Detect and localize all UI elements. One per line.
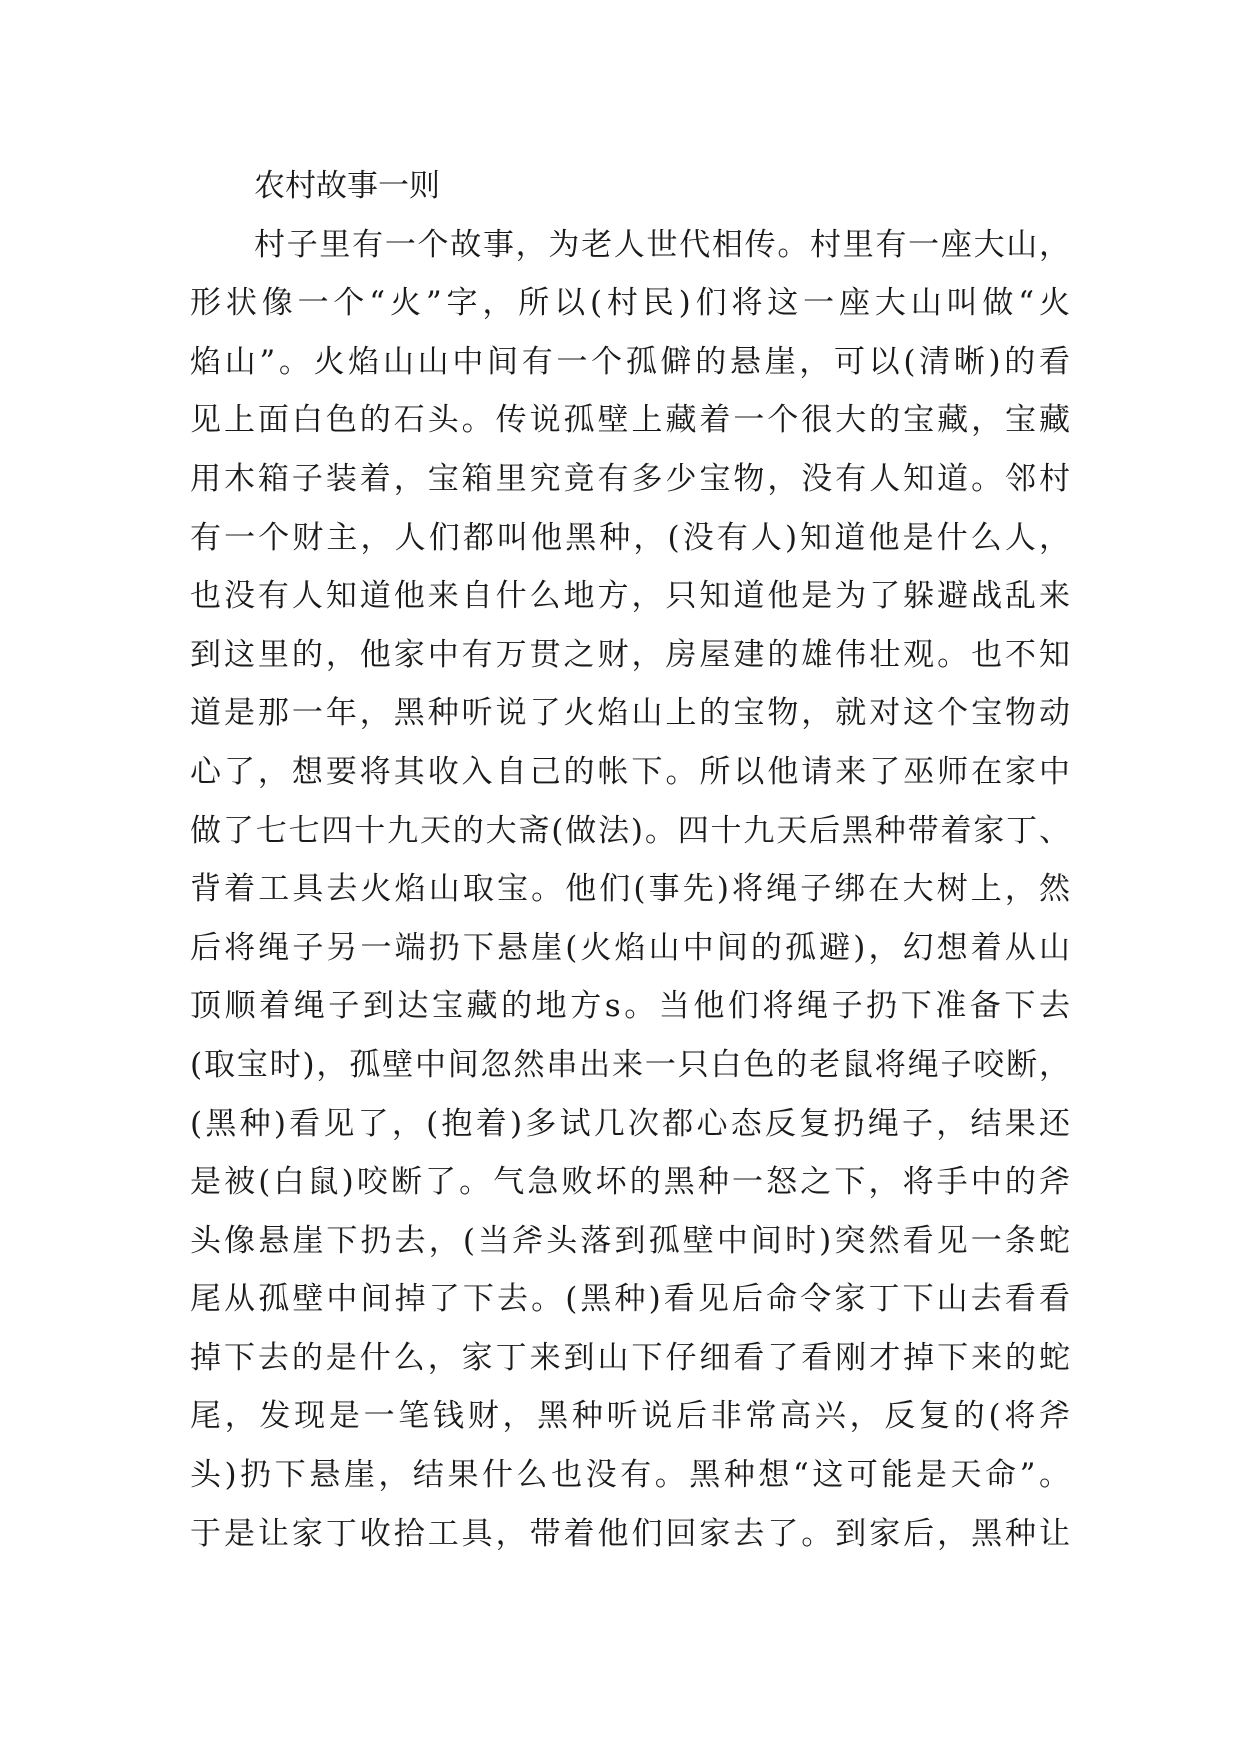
- text-line: 见上面白色的石头。传说孤壁上藏着一个很大的宝藏，宝藏: [190, 402, 1070, 439]
- text-line: 村子里有一个故事，为老人世代相传。村里有一座大山，: [254, 226, 1070, 263]
- text-line: 后将绳子另一端扔下悬崖(火焰山中间的孤避)，幻想着从山: [190, 929, 1070, 966]
- text-line: (取宝时)，孤壁中间忽然串出来一只白色的老鼠将绳子咬断，: [190, 1046, 1070, 1083]
- text-line: 头)扔下悬崖，结果什么也没有。黑种想“这可能是天命”。: [190, 1457, 1070, 1494]
- text-line: 顶顺着绳子到达宝藏的地方s。当他们将绳子扔下准备下去: [190, 988, 1070, 1025]
- text-line: 有一个财主，人们都叫他黑种，(没有人)知道他是什么人，: [190, 519, 1070, 556]
- text-line: 尾从孤壁中间掉了下去。(黑种)看见后命令家丁下山去看看: [190, 1281, 1070, 1318]
- text-line: 尾，发现是一笔钱财，黑种听说后非常高兴，反复的(将斧: [190, 1398, 1070, 1435]
- text-line: 心了，想要将其收入自己的帐下。所以他请来了巫师在家中: [190, 753, 1070, 790]
- text-line: 头像悬崖下扔去，(当斧头落到孤壁中间时)突然看见一条蛇: [190, 1222, 1070, 1259]
- text-line: 掉下去的是什么，家丁来到山下仔细看了看刚才掉下来的蛇: [190, 1339, 1070, 1376]
- text-line: 也没有人知道他来自什么地方，只知道他是为了躲避战乱来: [190, 578, 1070, 615]
- text-line: 用木箱子装着，宝箱里究竟有多少宝物，没有人知道。邻村: [190, 460, 1070, 497]
- text-line: (黑种)看见了，(抱着)多试几次都心态反复扔绳子，结果还: [190, 1105, 1070, 1142]
- document-title: 农村故事一则: [254, 168, 440, 204]
- text-line: 做了七七四十九天的大斋(做法)。四十九天后黑种带着家丁、: [190, 812, 1070, 849]
- text-line: 是被(白鼠)咬断了。气急败坏的黑种一怒之下，将手中的斧: [190, 1164, 1070, 1201]
- text-line: 于是让家丁收拾工具，带着他们回家去了。到家后，黑种让: [190, 1515, 1070, 1552]
- document-body: [190, 157, 1070, 1563]
- text-line: 焰山”。火焰山山中间有一个孤僻的悬崖，可以(清晰)的看: [190, 343, 1070, 380]
- text-line: 道是那一年，黑种听说了火焰山上的宝物，就对这个宝物动: [190, 695, 1070, 732]
- text-line: 形状像一个“火”字，所以(村民)们将这一座大山叫做“火: [190, 285, 1070, 322]
- text-line: 到这里的，他家中有万贯之财，房屋建的雄伟壮观。也不知: [190, 636, 1070, 673]
- text-line: 背着工具去火焰山取宝。他们(事先)将绳子绑在大树上，然: [190, 871, 1070, 908]
